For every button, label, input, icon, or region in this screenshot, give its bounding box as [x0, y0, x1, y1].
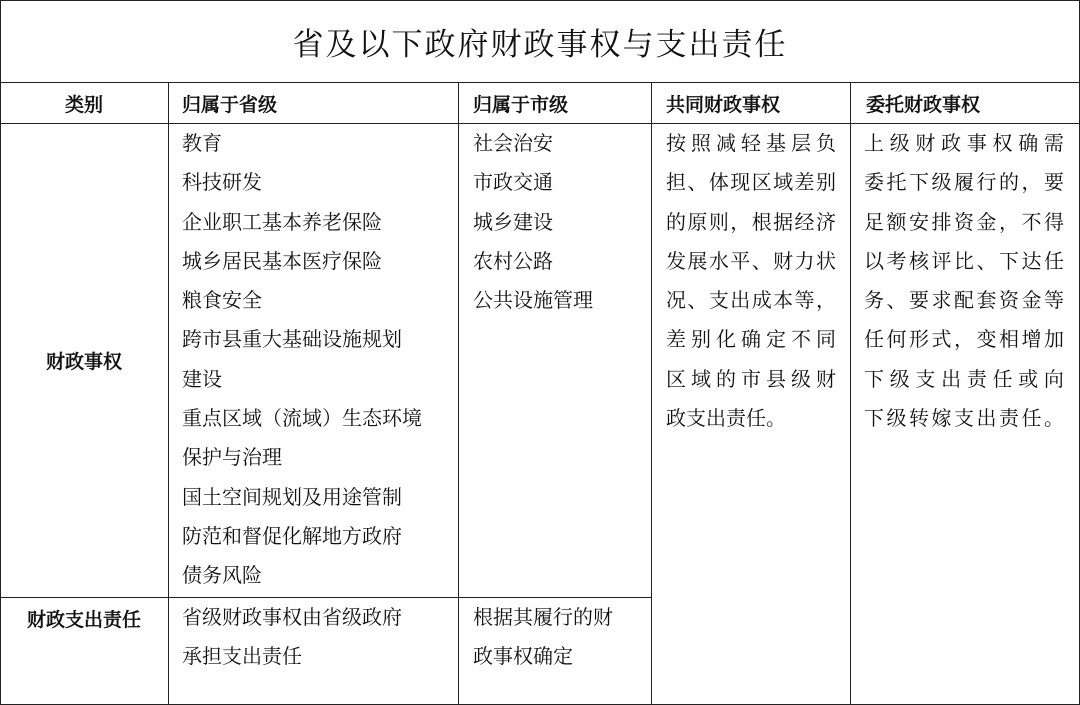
row-label-expenditure: 财政支出责任 [26, 608, 141, 631]
paragraph-line: 下 级 支 出 责 任 或 向 [864, 366, 1064, 391]
paragraph-line: 务 、 要 求 配 套 资 金 等 [864, 288, 1064, 313]
paragraph-line: 根据其履行的财 [473, 605, 613, 629]
city-authority-list [473, 124, 648, 320]
shared-authority-text [666, 124, 836, 438]
paragraph-line: 承担支出责任 [182, 644, 302, 669]
row-label-authority: 财政事权 [45, 351, 122, 373]
paragraph-line: 任 何 形 式 ， 变 相 增 加 [864, 327, 1064, 352]
paragraph-line: 区 域 的 市 县 级 财 [666, 366, 836, 391]
paragraph-line: 发 展 水 平 、 财 力 状 [666, 248, 836, 273]
paragraph-line: 差 别 化 确 定 不 同 [666, 327, 836, 352]
list-item: 市政交通 [473, 170, 553, 195]
list-item: 跨市县重大基础设施规划 [182, 327, 402, 352]
list-item: 企业职工基本养老保险 [182, 209, 382, 234]
table-title: 省及以下政府财政事权与支出责任 [292, 26, 788, 63]
paragraph-line: 按 照 减 轻 基 层 负 [666, 131, 836, 155]
delegated-authority-text [864, 124, 1064, 438]
list-item: 保护与治理 [182, 445, 282, 470]
paragraph-line: 政支出责任。 [666, 406, 786, 431]
header-city: 归属于市级 [473, 93, 569, 116]
list-item: 城乡居民基本医疗保险 [182, 248, 382, 273]
paragraph-line: 足 额 安 排 资 金 ， 不 得 [864, 209, 1064, 234]
list-item: 建设 [182, 366, 222, 391]
city-expenditure-text [473, 598, 648, 677]
list-item: 城乡建设 [473, 209, 553, 234]
paragraph-line: 上 级 财 政 事 权 确 需 [864, 131, 1064, 155]
paragraph-line: 的 原 则 ， 根 据 经 济 [666, 209, 836, 234]
header-delegated: 委托财政事权 [866, 93, 981, 116]
header-shared: 共同财政事权 [666, 93, 781, 116]
column-divider-1 [168, 82, 169, 705]
paragraph-line: 以 考 核 评 比 、 下 达 任 [864, 248, 1064, 273]
column-divider-3 [651, 82, 652, 705]
column-divider-4 [850, 82, 851, 705]
list-item: 债务风险 [182, 563, 262, 588]
list-item: 教育 [182, 131, 222, 155]
list-item: 农村公路 [473, 248, 553, 273]
province-authority-list [182, 124, 452, 596]
list-item: 重点区域（流域）生态环境 [182, 406, 422, 431]
header-province: 归属于省级 [182, 93, 278, 116]
header-category: 类别 [64, 93, 103, 116]
paragraph-line: 省级财政事权由省级政府 [182, 605, 402, 629]
list-item: 科技研发 [182, 170, 262, 195]
province-expenditure-text [182, 598, 452, 677]
list-item: 公共设施管理 [473, 288, 593, 313]
list-item: 社会治安 [473, 131, 553, 155]
list-item: 防范和督促化解地方政府 [182, 523, 402, 548]
column-divider-2 [458, 82, 459, 705]
paragraph-line: 况 、 支 出 成 本 等 ， [666, 288, 836, 313]
list-item: 粮食安全 [182, 288, 262, 313]
paragraph-line: 委 托 下 级 履 行 的 ， 要 [864, 170, 1064, 195]
paragraph-line: 担 、 体 现 区 域 差 别 [666, 170, 836, 195]
paragraph-line: 下 级 转 嫁 支 出 责 任 。 [864, 406, 1064, 431]
paragraph-line: 政事权确定 [473, 644, 573, 669]
list-item: 国土空间规划及用途管制 [182, 484, 402, 509]
